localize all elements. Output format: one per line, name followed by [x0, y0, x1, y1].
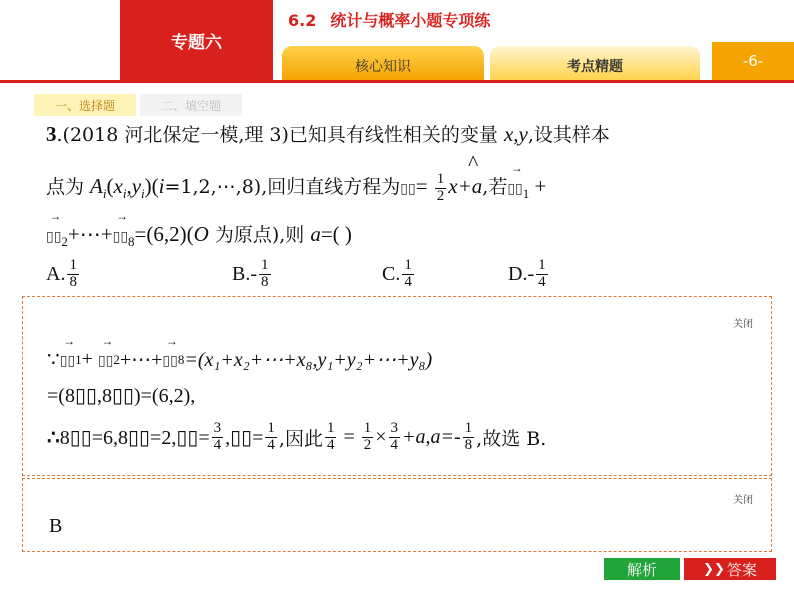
var-a: a	[310, 222, 321, 246]
vector-arrow-icon: →	[116, 209, 129, 223]
option-fraction: $\frac{1}{4}$	[538, 257, 546, 290]
section-title: 统计与概率小题专项练	[330, 11, 491, 30]
hat-symbol: ^	[468, 150, 479, 175]
answer-close-button[interactable]: 关闭	[733, 495, 753, 506]
ellipsis-plus: +⋯+	[67, 222, 113, 246]
solution-line-2: =(8▯▯,8▯▯)=(6,2),	[47, 385, 196, 407]
question-line-1	[46, 124, 610, 145]
question-text: =(6,2)(	[134, 222, 194, 246]
question-line-3	[46, 209, 352, 249]
solution-line-1: ∵ ▯▯ → 1 + ▯▯ → 2 +⋯+ ▯▯ → 8 =(x₁+x₂+⋯+x₈,y₁+y₂+⋯+y₈)	[47, 334, 433, 371]
answer-button[interactable]: ❯❯ 答案	[684, 558, 776, 580]
vector-arrow-icon: →	[165, 334, 178, 348]
double-chevron-icon: ❯❯	[703, 561, 725, 577]
option-a[interactable]: A. $\frac{1}{8}$	[46, 257, 77, 290]
vector-arrow-icon: →	[49, 209, 62, 223]
solution-line-3: ∴ 8▯▯=6,8▯▯=2,▯▯= $\frac{3}{4}$ ,▯▯= $\frac{1}{4}$ ,因此 $\frac{1}{4}$ = $\frac{1}{2}$ × $\frac{3}{4}$ +a,a=- $\frac{1}{8}$ ,故选 B.	[47, 420, 547, 453]
tab-multiple-choice[interactable]: 一、选择题	[34, 94, 136, 116]
answer-panel	[22, 478, 772, 552]
punct: ,	[126, 174, 132, 199]
fraction-half: $\frac{1}{2}$	[436, 171, 445, 204]
index-i: i	[158, 174, 165, 199]
punct: (	[106, 174, 114, 199]
question-text: ,设其样本	[527, 124, 610, 146]
question-text: 为原点),则	[208, 224, 311, 246]
option-fraction: $\frac{1}{4}$	[404, 257, 412, 290]
analysis-button[interactable]: 解析	[604, 558, 680, 580]
tab-key-problems[interactable]: 考点精题	[490, 46, 700, 80]
question-line-2	[46, 161, 547, 205]
vector-oa2: ▯▯ →	[46, 209, 62, 245]
var-y: y	[131, 174, 142, 199]
question-text: ,若	[482, 176, 508, 199]
origin-label: O	[193, 222, 209, 246]
missing-glyph-icon: ▯▯	[400, 181, 416, 198]
question-text: 点为	[46, 176, 91, 199]
section-label: 专题六	[120, 0, 273, 80]
variables: x,y	[503, 122, 528, 146]
equals: =	[415, 174, 433, 199]
subscript: i	[141, 186, 145, 202]
question-text: .(2018 河北保定一模,理 3)已知具有线性相关的变量	[56, 124, 504, 146]
plus: +	[529, 174, 547, 199]
option-c[interactable]: C. $\frac{1}{4}$	[382, 257, 412, 290]
option-b[interactable]: B. - $\frac{1}{8}$	[232, 257, 269, 290]
vector-oa1: ▯▯ →	[507, 161, 523, 198]
vector-arrow-icon: →	[510, 161, 523, 176]
header-divider	[0, 80, 794, 83]
expression: x+a	[448, 174, 483, 199]
vector-arrow-icon: →	[63, 334, 76, 348]
vector-oa1: ▯▯ →	[59, 334, 76, 369]
tab-fill-blank[interactable]: 二、填空题	[140, 94, 242, 116]
section-number: 6.2	[288, 11, 317, 30]
punct: )(	[144, 174, 159, 199]
var-x: x	[113, 174, 123, 199]
option-fraction: $\frac{1}{8}$	[69, 257, 77, 290]
solution-close-button[interactable]: 关闭	[733, 319, 753, 330]
vector-oa2: ▯▯ →	[97, 334, 114, 369]
subscript: i	[122, 186, 127, 202]
vector-oa8: ▯▯ →	[112, 209, 129, 245]
page-number: -6-	[712, 42, 794, 80]
answer-value: B	[49, 515, 63, 537]
vector-oa8: ▯▯ →	[162, 334, 178, 369]
question-text: =1,2,⋯,8),回归直线方程为	[164, 176, 401, 199]
vector-arrow-icon: →	[101, 334, 114, 348]
subscript: 1	[522, 186, 530, 202]
subscript: i	[102, 186, 107, 202]
subscript: 2	[61, 234, 68, 249]
option-fraction: $\frac{1}{8}$	[261, 257, 269, 290]
question-number: 3	[46, 122, 57, 146]
tab-core-knowledge[interactable]: 核心知识	[282, 46, 484, 80]
subscript: 8	[128, 234, 135, 249]
option-d[interactable]: D. - $\frac{1}{4}$	[508, 257, 546, 290]
page-title	[288, 8, 490, 31]
solution-panel	[22, 296, 772, 476]
point-label: A	[90, 174, 103, 199]
answer-blank: =( )	[320, 222, 352, 246]
